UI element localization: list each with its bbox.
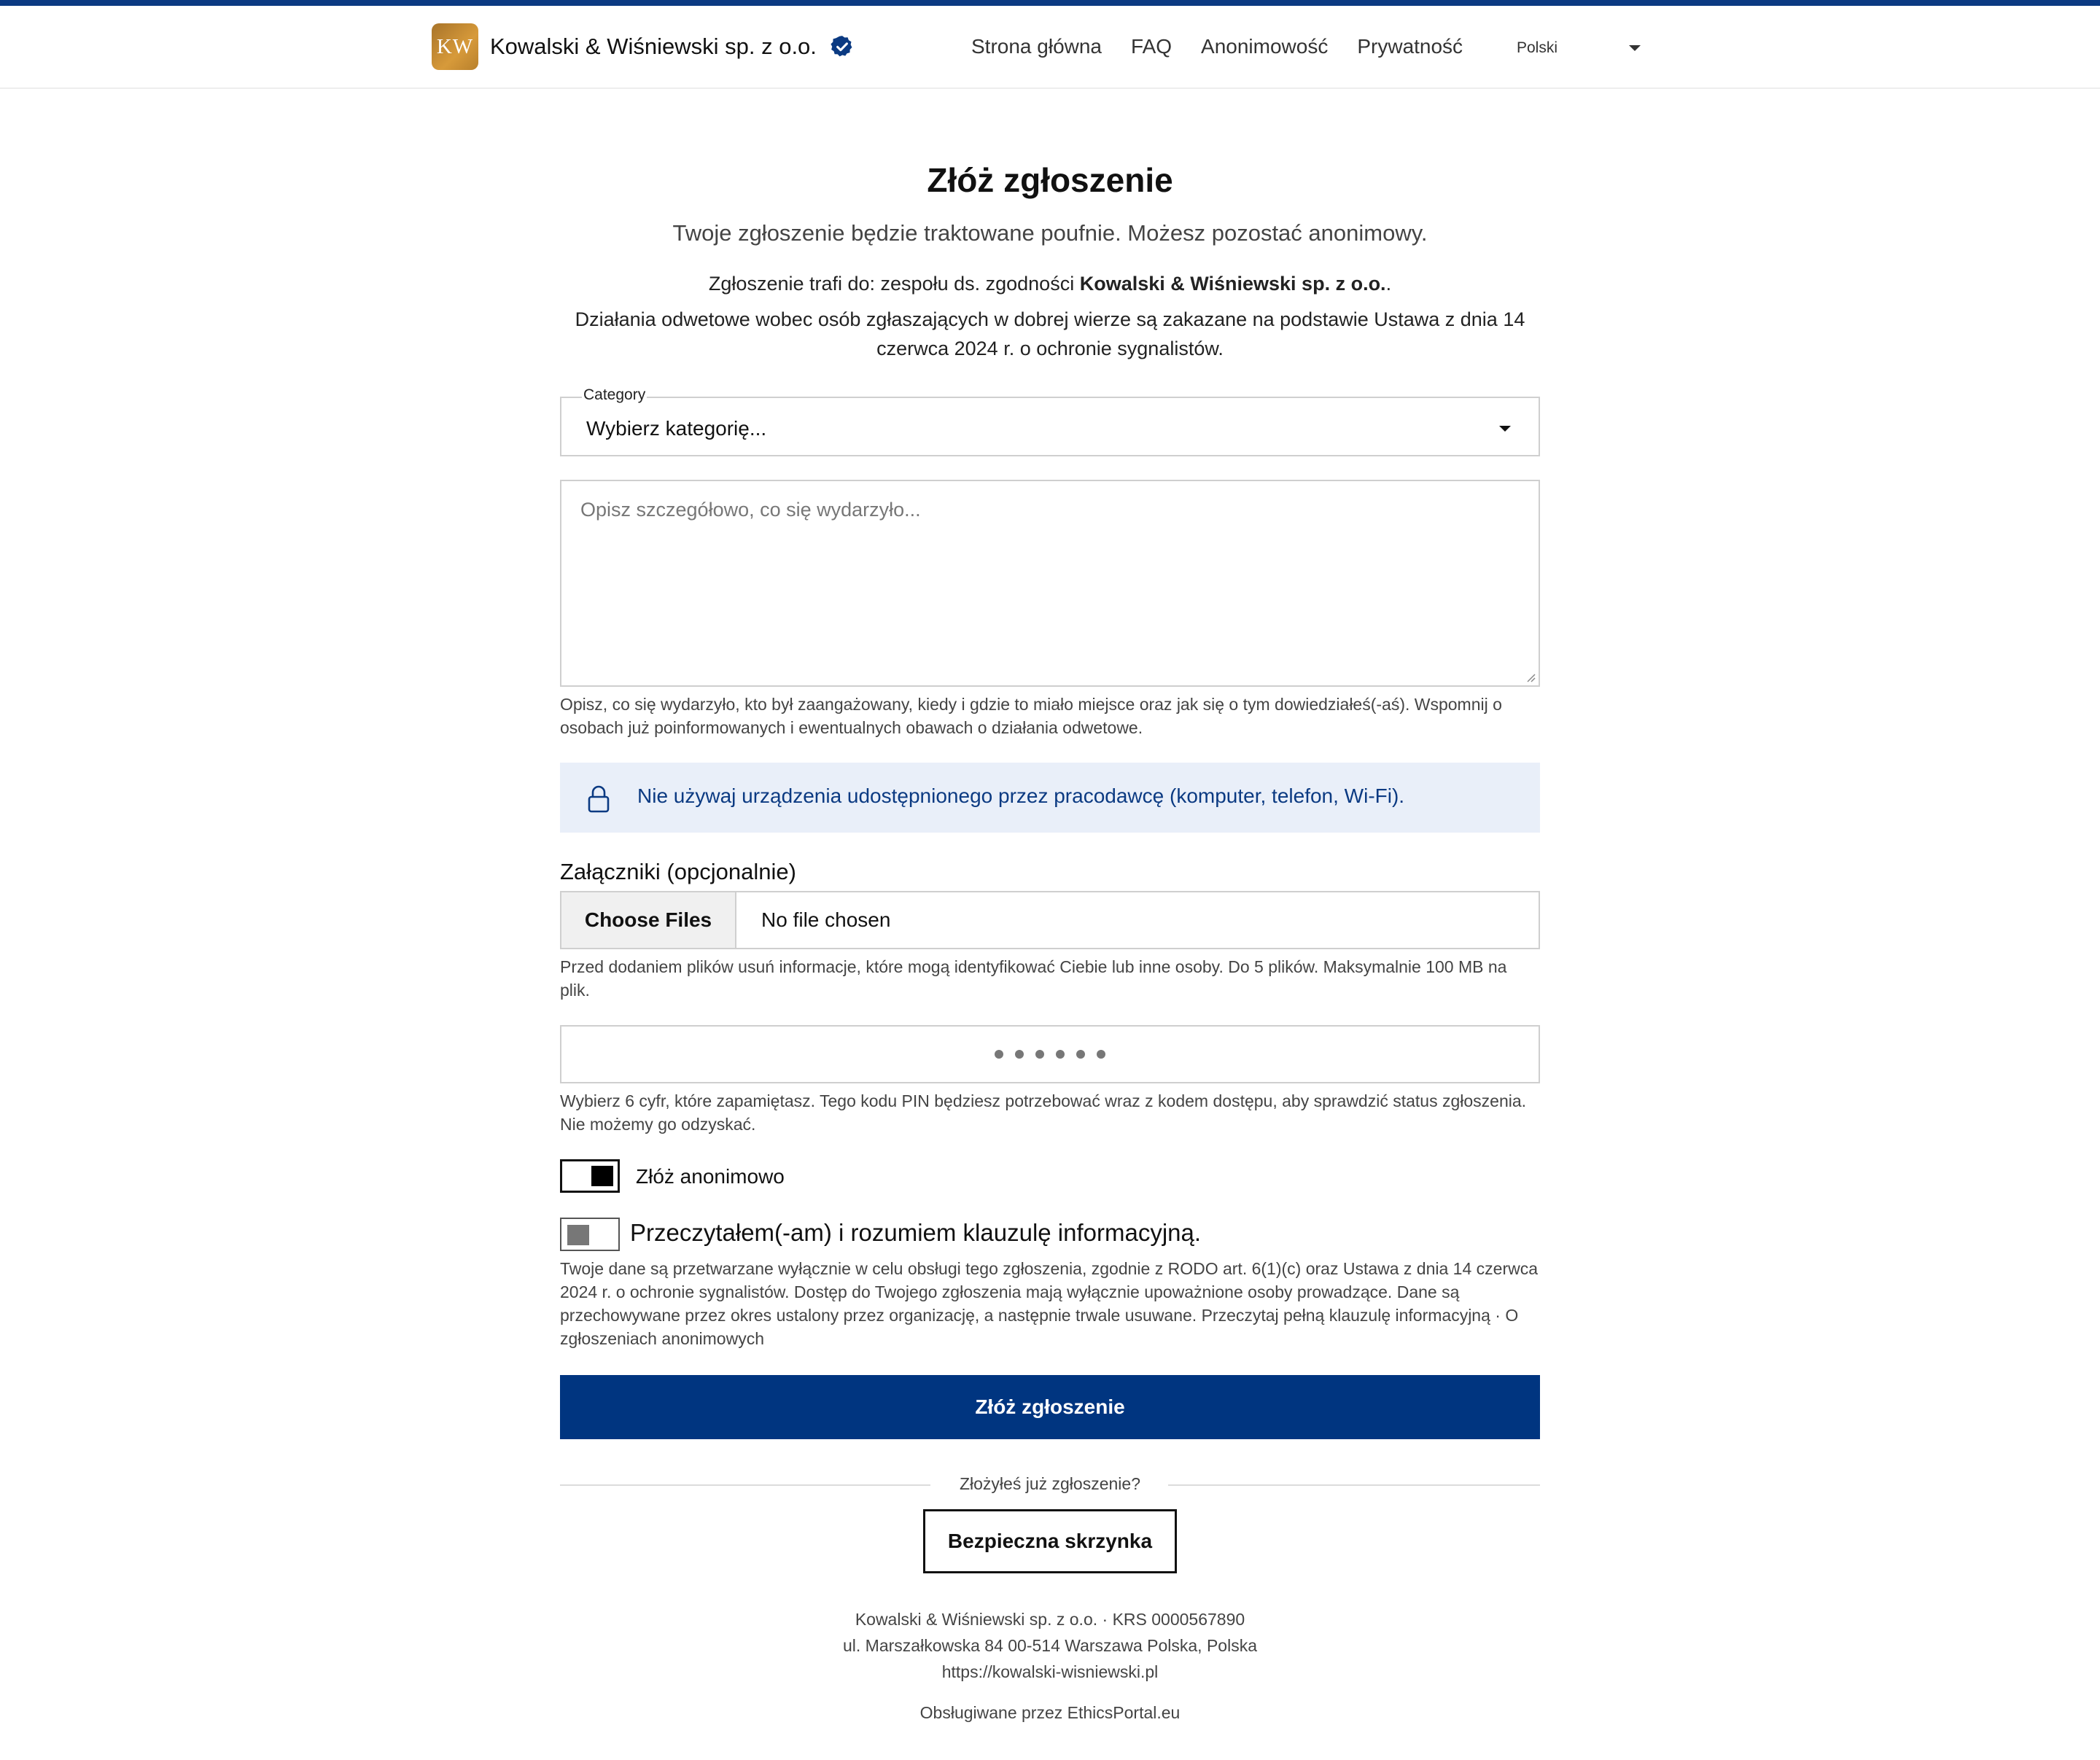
pin-placeholder [561,1027,1539,1082]
privacy-clause-text: Twoje dane są przetwarzane wyłącznie w celu obsługi tego zgłoszenia, zgodnie z RODO art. 6(1)(c) oraz Ustawa z dnia 14 czerwca 2024 r. o ochronie sygnalistów. Dostęp do Twojego zgłoszenia mają wyłącznie upoważnione osoby prowadzące. Dane są przechowywane przez okres ustalony przez organizację, a następnie trwale usuwane. Przeczytaj pełną klauzulę informacyjną · O zgłoszeniach anonimowych [560,1259,1539,1348]
recipient-suffix: . [1385,273,1392,295]
pin-dot [1076,1050,1085,1059]
language-select[interactable]: Polski [1517,39,1558,56]
chevron-down-icon [1499,426,1511,432]
nav-anonymity[interactable]: Anonimowość [1201,35,1329,58]
pin-help: Wybierz 6 cyfr, które zapamiętasz. Tego kodu PIN będziesz potrzebować wraz z kodem dostępu, aby sprawdzić status zgłoszenia. Nie możemy go odzyskać. [560,1091,1527,1134]
pin-input[interactable] [560,1025,1540,1083]
company-logo: KW [432,23,478,70]
submit-report-button[interactable]: Złóż zgłoszenie [560,1375,1540,1439]
description-placeholder: Opisz szczegółowo, co się wydarzyło... [580,499,921,521]
footer-website[interactable]: https://kowalski-wisniewski.pl [941,1662,1159,1681]
secure-inbox-button[interactable]: Bezpieczna skrzynka [923,1509,1177,1573]
file-input[interactable] [560,891,1540,949]
nav-home[interactable]: Strona główna [971,35,1102,58]
nav-faq[interactable]: FAQ [1131,35,1172,58]
attachments-label: Załączniki (opcjonalnie) [560,859,796,884]
category-select[interactable] [560,397,1540,456]
pin-dot [1035,1050,1044,1059]
site-header [0,6,2100,89]
footer-powered-by[interactable]: Obsługiwane przez EthicsPortal.eu [919,1703,1181,1722]
toggle-knob [591,1166,613,1186]
category-label: Category [583,386,646,403]
already-submitted-text: Złożyłeś już zgłoszenie? [959,1474,1140,1493]
chevron-down-icon[interactable] [1629,45,1641,51]
nav-privacy[interactable]: Prywatność [1357,35,1463,58]
description-help: Opisz, co się wydarzyło, kto był zaangażowany, kiedy i gdzie to miało miejsce oraz jak się o tym dowiedziałeś(-aś). Wspomnij o osobach już poinformowanych i ewentualnych obawach o działania odwetowe. [560,695,1502,737]
description-textarea[interactable] [560,480,1540,687]
resize-handle-icon[interactable] [1524,671,1536,682]
top-accent-bar [0,0,2100,6]
legal-notice: Działania odwetowe wobec osób zgłaszających w dobrej wierze są zakazane na podstawie Ustawa z dnia 14 czerwca 2024 r. o ochronie sygnalistów. [575,308,1525,359]
verified-badge-icon [830,34,855,59]
attachments-help: Przed dodaniem plików usuń informacje, które mogą identyfikować Ciebie lub inne osoby. Do 5 plików. Maksymalnie 100 MB na plik. [560,957,1507,1000]
file-status: No file chosen [761,908,891,931]
toggle-knob [567,1225,589,1245]
consent-label[interactable]: Przeczytałem(-am) i rozumiem klauzulę informacyjną. [630,1219,1202,1246]
recipient-prefix: Zgłoszenie trafi do: zespołu ds. zgodności [708,273,1080,295]
category-value: Wybierz kategorię... [586,417,767,440]
brand[interactable] [432,23,855,70]
choose-files-button[interactable]: Choose Files [561,892,736,948]
recipient-org: Kowalski & Wiśniewski sp. z o.o. [1079,273,1386,295]
device-warning [560,763,1540,833]
anonymous-toggle[interactable] [560,1159,620,1193]
anonymous-label[interactable]: Złóż anonimowo [636,1165,785,1188]
pin-dot [1015,1050,1024,1059]
main-nav [971,35,1492,58]
consent-toggle[interactable] [560,1218,620,1251]
lock-icon [586,784,611,814]
device-warning-text: Nie używaj urządzenia udostępnionego przez pracodawcę (komputer, telefon, Wi-Fi). [637,784,1405,807]
page-subtitle: Twoje zgłoszenie będzie traktowane poufnie. Możesz pozostać anonimowy. [672,220,1428,246]
page-title: Złóż zgłoszenie [927,161,1173,199]
footer-address: ul. Marszałkowska 84 00-514 Warszawa Polska, Polska [843,1636,1257,1655]
recipient-info [560,273,1540,295]
pin-dot [1097,1050,1105,1059]
footer-company: Kowalski & Wiśniewski sp. z o.o. · KRS 0000567890 [855,1610,1245,1629]
pin-dot [995,1050,1003,1059]
pin-dot [1056,1050,1065,1059]
company-name: Kowalski & Wiśniewski sp. z o.o. [490,34,817,59]
